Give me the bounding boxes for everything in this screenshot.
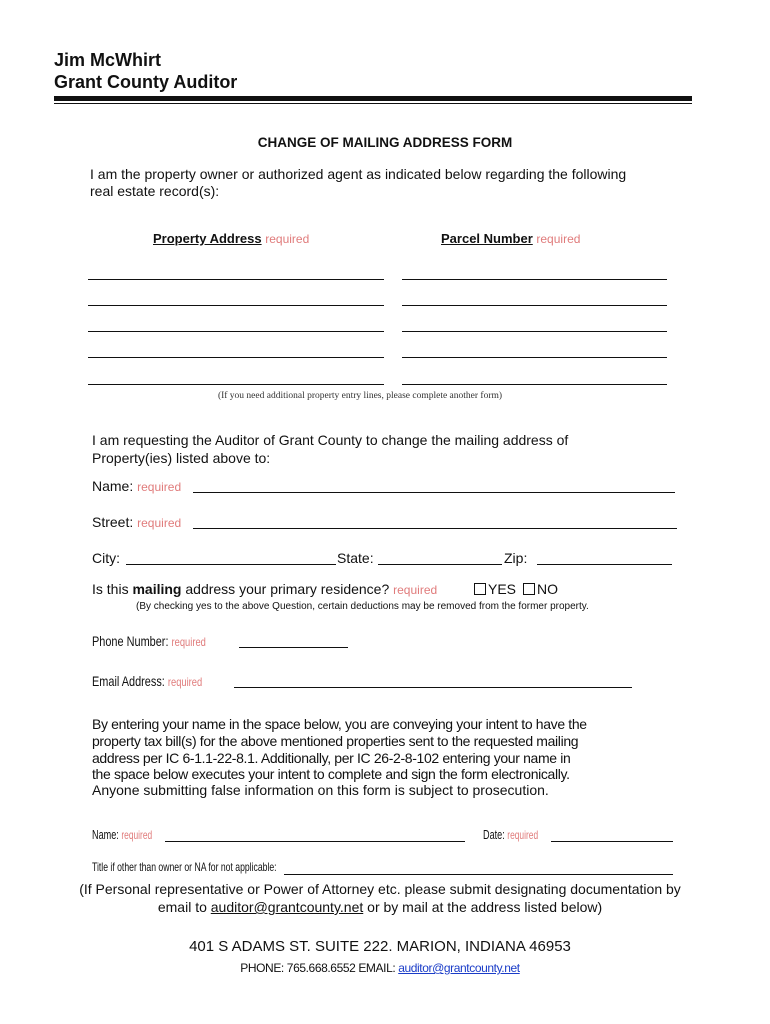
footer-address: 401 S ADAMS ST. SUITE 222. MARION, INDIANA 46953: [189, 938, 571, 955]
parcel-number-field-4[interactable]: [402, 357, 667, 358]
street-label-row: Street: required: [92, 514, 182, 530]
footer-contact: PHONE: 765.668.6552 EMAIL: auditor@grantcounty.net: [240, 961, 520, 975]
name-input[interactable]: [193, 478, 675, 493]
phone-input[interactable]: [239, 633, 348, 648]
poa-line-1: (If Personal representative or Power of Attorney etc. please submit designating documentation by: [79, 881, 681, 897]
request-line-1: I am requesting the Auditor of Grant County to change the mailing address of: [92, 432, 569, 448]
property-address-header: Property Address required: [153, 231, 310, 246]
auditor-office: Grant County Auditor: [54, 72, 238, 92]
property-address-field-4[interactable]: [88, 357, 384, 358]
signature-date-input[interactable]: [551, 827, 673, 842]
form-title: CHANGE OF MAILING ADDRESS FORM: [257, 135, 513, 150]
parcel-number-field-3[interactable]: [402, 331, 667, 332]
no-checkbox[interactable]: [523, 583, 535, 595]
intro-line-2: real estate record(s):: [90, 183, 220, 199]
consent-line-3: address per IC 6-1.1-22-8.1. Additionally, per IC 26-2-8-102 entering your name in: [92, 750, 571, 766]
poa-line-2: email to auditor@grantcounty.net or by mail at the address listed below): [157, 899, 603, 915]
phone-label-row: Phone Number: required: [92, 633, 206, 649]
signature-name-input[interactable]: [165, 827, 465, 842]
email-label-row: Email Address: required: [92, 673, 203, 689]
residence-no-option[interactable]: NO: [523, 581, 558, 597]
signature-name-label-row: Name: required: [92, 827, 153, 842]
zip-label: Zip:: [504, 550, 528, 566]
request-line-2: Property(ies) listed above to:: [92, 450, 271, 466]
consent-line-1: By entering your name in the space below, you are conveying your intent to have the: [92, 716, 587, 732]
entry-note: (If you need additional property entry lines, please complete another form): [217, 391, 503, 401]
city-label: City:: [92, 550, 120, 566]
state-input[interactable]: [378, 550, 502, 565]
header-rule-thick: [54, 96, 692, 101]
property-address-field-3[interactable]: [88, 331, 384, 332]
residence-question: Is this mailing address your primary residence? required: [92, 581, 438, 597]
zip-input[interactable]: [537, 550, 672, 565]
consent-line-2: property tax bill(s) for the above mentioned properties sent to the requested mailing: [92, 733, 579, 749]
state-label: State:: [337, 550, 374, 566]
yes-checkbox[interactable]: [474, 583, 486, 595]
property-address-field-2[interactable]: [88, 305, 384, 306]
parcel-number-header: Parcel Number required: [441, 231, 581, 246]
parcel-number-field-1[interactable]: [402, 279, 667, 280]
consent-line-5: Anyone submitting false information on this form is subject to prosecution.: [92, 782, 549, 798]
city-input[interactable]: [126, 550, 336, 565]
parcel-number-field-5[interactable]: [402, 384, 667, 385]
residence-yes-option[interactable]: YES: [474, 581, 516, 597]
parcel-number-field-2[interactable]: [402, 305, 667, 306]
intro-line-1: I am the property owner or authorized agent as indicated below regarding the following: [90, 166, 627, 182]
name-label-row: Name: required: [92, 478, 182, 494]
signature-date-label-row: Date: required: [483, 827, 539, 842]
footer-email-link[interactable]: auditor@grantcounty.net: [398, 961, 520, 975]
auditor-name: Jim McWhirt: [54, 50, 162, 70]
email-input[interactable]: [234, 673, 632, 688]
title-input[interactable]: [284, 860, 673, 875]
street-input[interactable]: [193, 514, 677, 529]
residence-note: (By checking yes to the above Question, certain deductions may be removed from the former property.: [136, 601, 589, 612]
property-address-field-5[interactable]: [88, 384, 384, 385]
consent-line-4: the space below executes your intent to complete and sign the form electronically.: [92, 766, 570, 782]
property-address-field-1[interactable]: [88, 279, 384, 280]
title-label: Title if other than owner or NA for not applicable:: [92, 860, 277, 874]
header-rule-thin: [54, 103, 692, 104]
poa-email-link[interactable]: auditor@grantcounty.net: [210, 899, 364, 915]
